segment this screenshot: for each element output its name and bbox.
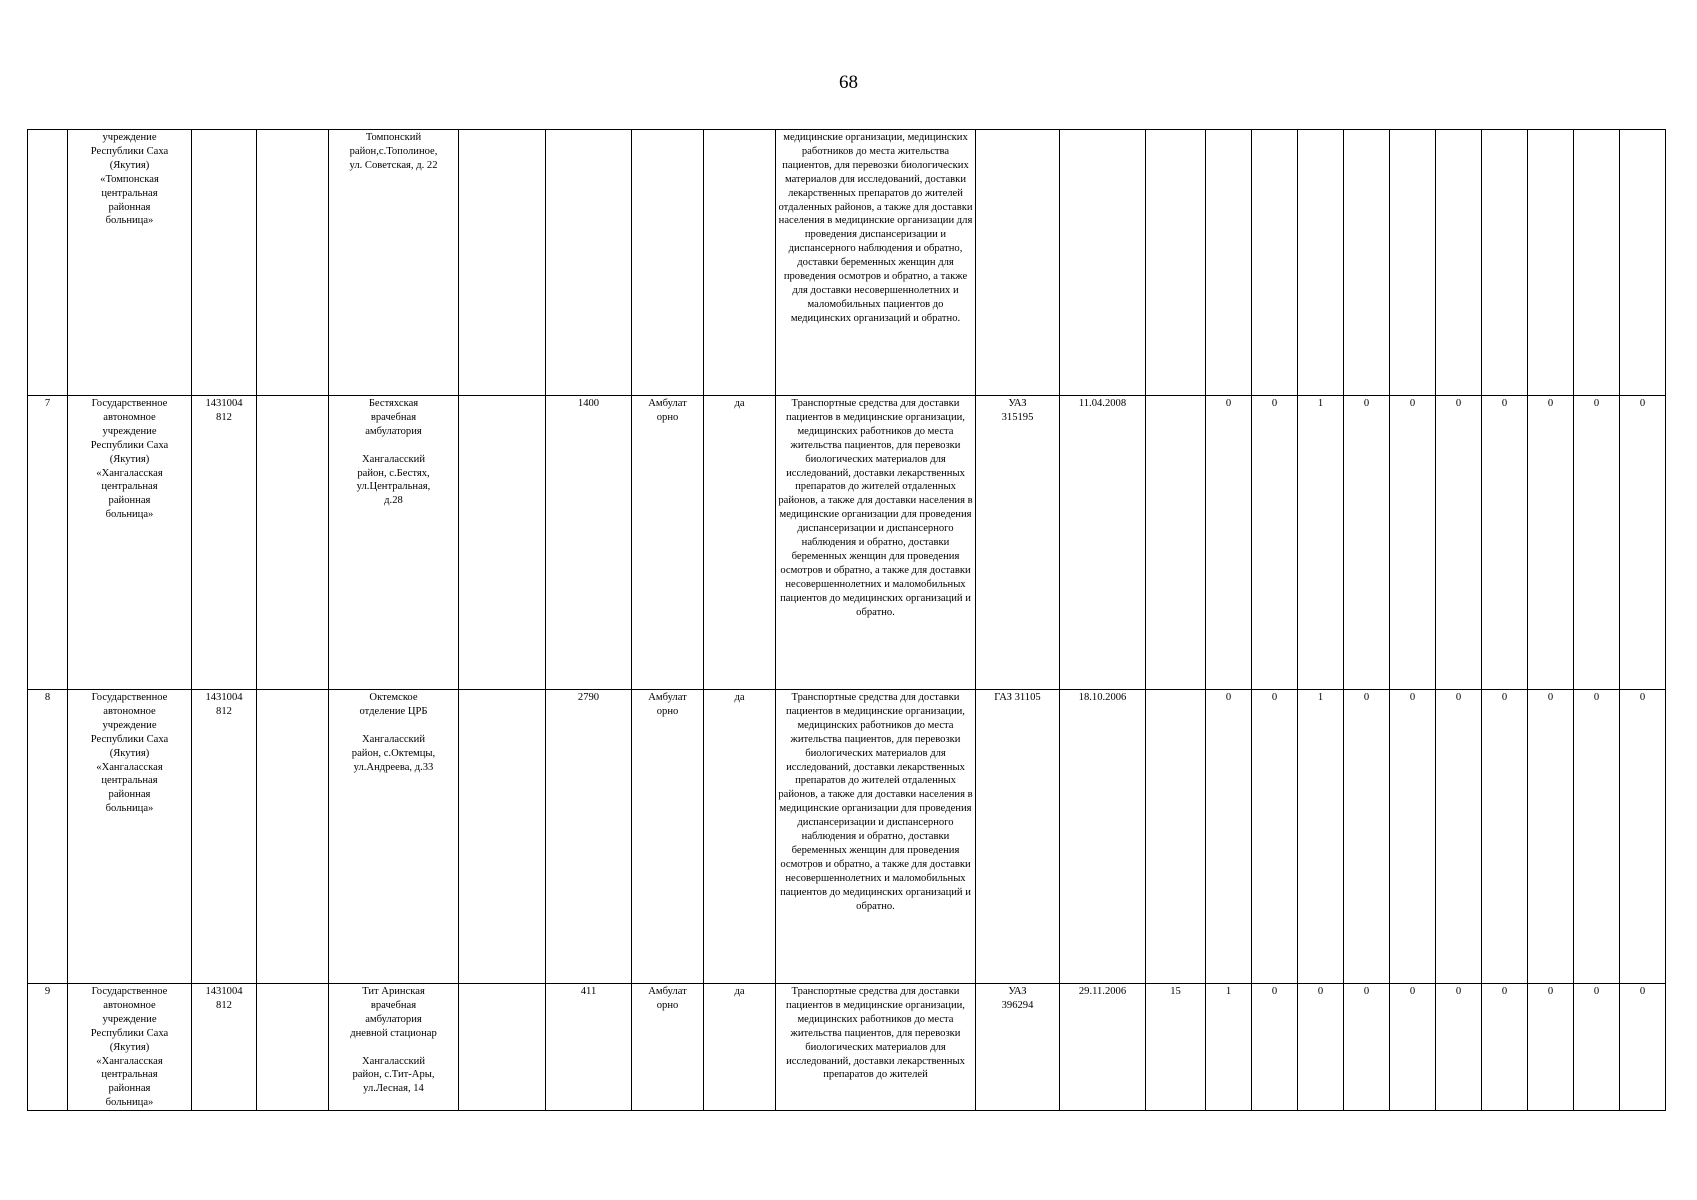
cell-value: 0: [1436, 396, 1482, 690]
register-table: [27, 129, 1666, 1111]
cell-organization: учреждение Республики Саха (Якутия) «Томпонская центральная районная больница»: [68, 130, 192, 396]
cell-value: 0: [1620, 396, 1666, 690]
cell-empty: [257, 984, 329, 1111]
cell-value: 0: [1574, 984, 1620, 1111]
cell-empty: [257, 130, 329, 396]
cell-empty: [459, 984, 546, 1111]
cell-value: 0: [1528, 690, 1574, 984]
cell-distance: [546, 130, 632, 396]
cell-count: [1146, 396, 1206, 690]
cell-value: 1: [1206, 984, 1252, 1111]
cell-value: 1: [1298, 396, 1344, 690]
cell-inn: [192, 130, 257, 396]
cell-care-type: Амбулат орно: [632, 690, 704, 984]
cell-date: [1060, 130, 1146, 396]
cell-value: 0: [1252, 984, 1298, 1111]
cell-organization: Государственное автономное учреждение Республики Саха (Якутия) «Хангаласская центральная районная больница»: [68, 984, 192, 1111]
cell-empty: [459, 690, 546, 984]
cell-number: [28, 130, 68, 396]
cell-value: [1344, 130, 1390, 396]
cell-vehicle: [976, 130, 1060, 396]
cell-value: 0: [1574, 396, 1620, 690]
cell-value: [1482, 130, 1528, 396]
cell-flag: да: [704, 690, 776, 984]
cell-date: 29.11.2006: [1060, 984, 1146, 1111]
cell-value: 0: [1482, 984, 1528, 1111]
cell-number: 9: [28, 984, 68, 1111]
cell-inn: 1431004 812: [192, 396, 257, 690]
cell-value: 0: [1482, 396, 1528, 690]
cell-flag: да: [704, 396, 776, 690]
cell-address: Тит Аринская врачебная амбулатория дневной стационар Хангаласский район, с.Тит-Ары, ул.Лесная, 14: [329, 984, 459, 1111]
cell-empty: [459, 130, 546, 396]
cell-description: Транспортные средства для доставки пациентов в медицинские организации, медицинских работников до места жительства пациентов, для перевозки биологических материалов для исследований, доставки лекарственных препаратов до жителей: [776, 984, 976, 1111]
cell-value: 0: [1344, 396, 1390, 690]
cell-vehicle: УАЗ 315195: [976, 396, 1060, 690]
cell-date: 11.04.2008: [1060, 396, 1146, 690]
cell-value: 0: [1206, 396, 1252, 690]
cell-value: 0: [1436, 690, 1482, 984]
cell-distance: 2790: [546, 690, 632, 984]
cell-description: медицинские организации, медицинских работников до места жительства пациентов, для перевозки биологических материалов для исследований, доставки лекарственных препаратов до жителей отдаленных районов, а также для доставки населения в медицинские организации для проведения диспансеризации и диспансерного наблюдения и обратно, доставки беременных женщин для проведения осмотров и обратно, а также для доставки несовершеннолетних и маломобильных пациентов до медицинских организаций и обратно.: [776, 130, 976, 396]
cell-vehicle: УАЗ 396294: [976, 984, 1060, 1111]
cell-value: 0: [1344, 690, 1390, 984]
cell-inn: 1431004 812: [192, 984, 257, 1111]
cell-empty: [257, 396, 329, 690]
cell-value: 0: [1390, 396, 1436, 690]
page-number: 68: [839, 72, 858, 93]
cell-value: 0: [1528, 396, 1574, 690]
cell-vehicle: ГАЗ 31105: [976, 690, 1060, 984]
cell-value: 0: [1620, 690, 1666, 984]
cell-value: 0: [1252, 396, 1298, 690]
cell-address: Томпонский район,с.Тополиное, ул. Советская, д. 22: [329, 130, 459, 396]
cell-description: Транспортные средства для доставки пациентов в медицинские организации, медицинских работников до места жительства пациентов, для перевозки биологических материалов для исследований, доставки лекарственных препаратов до жителей отдаленных районов, а также для доставки населения в медицинские организации для проведения диспансеризации и диспансерного наблюдения и обратно, доставки беременных женщин для проведения осмотров и обратно, а также для доставки несовершеннолетних и маломобильных пациентов до медицинских организаций и обратно.: [776, 690, 976, 984]
cell-address: Бестяхская врачебная амбулатория Хангаласский район, с.Бестях, ул.Центральная, д.28: [329, 396, 459, 690]
cell-value: [1574, 130, 1620, 396]
cell-value: [1390, 130, 1436, 396]
cell-value: [1620, 130, 1666, 396]
cell-count: 15: [1146, 984, 1206, 1111]
cell-value: 0: [1620, 984, 1666, 1111]
cell-value: [1206, 130, 1252, 396]
cell-description: Транспортные средства для доставки пациентов в медицинские организации, медицинских работников до места жительства пациентов, для перевозки биологических материалов для исследований, доставки лекарственных препаратов до жителей отдаленных районов, а также для доставки населения в медицинские организации для проведения диспансеризации и диспансерного наблюдения и обратно, доставки беременных женщин для проведения осмотров и обратно, а также для доставки несовершеннолетних и маломобильных пациентов до медицинских организаций и обратно.: [776, 396, 976, 690]
cell-empty: [257, 690, 329, 984]
cell-value: 0: [1298, 984, 1344, 1111]
cell-value: 0: [1390, 690, 1436, 984]
cell-value: [1298, 130, 1344, 396]
cell-distance: 1400: [546, 396, 632, 690]
cell-date: 18.10.2006: [1060, 690, 1146, 984]
table-row: [28, 690, 1666, 984]
cell-value: 0: [1482, 690, 1528, 984]
cell-distance: 411: [546, 984, 632, 1111]
cell-value: 0: [1252, 690, 1298, 984]
cell-care-type: Амбулат орно: [632, 984, 704, 1111]
cell-value: [1436, 130, 1482, 396]
cell-organization: Государственное автономное учреждение Республики Саха (Якутия) «Хангаласская центральная районная больница»: [68, 690, 192, 984]
cell-value: 0: [1436, 984, 1482, 1111]
cell-empty: [459, 396, 546, 690]
cell-value: 0: [1528, 984, 1574, 1111]
cell-value: 0: [1344, 984, 1390, 1111]
cell-value: 1: [1298, 690, 1344, 984]
cell-care-type: Амбулат орно: [632, 396, 704, 690]
cell-number: 7: [28, 396, 68, 690]
cell-value: [1252, 130, 1298, 396]
cell-value: 0: [1390, 984, 1436, 1111]
cell-value: 0: [1206, 690, 1252, 984]
cell-value: 0: [1574, 690, 1620, 984]
table-row: [28, 984, 1666, 1111]
cell-address: Октемское отделение ЦРБ Хангаласский район, с.Октемцы, ул.Андреева, д.33: [329, 690, 459, 984]
cell-number: 8: [28, 690, 68, 984]
cell-inn: 1431004 812: [192, 690, 257, 984]
cell-flag: да: [704, 984, 776, 1111]
table-row: [28, 130, 1666, 396]
cell-organization: Государственное автономное учреждение Республики Саха (Якутия) «Хангаласская центральная районная больница»: [68, 396, 192, 690]
table-row: [28, 396, 1666, 690]
cell-value: [1528, 130, 1574, 396]
cell-flag: [704, 130, 776, 396]
cell-count: [1146, 690, 1206, 984]
cell-care-type: [632, 130, 704, 396]
cell-count: [1146, 130, 1206, 396]
